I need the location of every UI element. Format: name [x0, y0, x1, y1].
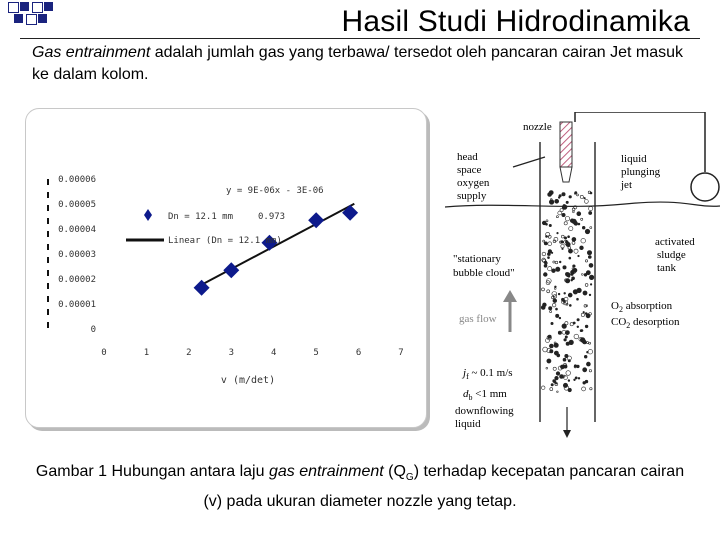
bubble — [589, 275, 594, 280]
x-tick-label: 5 — [313, 348, 319, 358]
bubble — [577, 298, 579, 300]
x-axis-label: v (m/det) — [220, 375, 276, 386]
bubble — [581, 218, 583, 220]
label-downflow-liquid: liquid — [455, 418, 481, 430]
bubble — [548, 267, 552, 271]
bubble — [561, 298, 564, 301]
bubble — [578, 223, 580, 225]
bubble — [565, 272, 568, 275]
intro-text: adalah jumlah gas yang terbawa/ tersedot oleh pancaran cairan Jet masuk ke dalam kolom. — [32, 44, 684, 83]
y-tick-label: 0.00005 — [58, 200, 96, 210]
label-jet: jet — [621, 179, 632, 191]
gas-flow-arrowhead — [503, 290, 517, 302]
bubble — [563, 358, 566, 361]
intro-paragraph — [32, 42, 692, 86]
decor-square — [20, 2, 29, 11]
bubble — [553, 380, 556, 383]
bubble — [556, 308, 558, 310]
decor-square — [38, 14, 47, 23]
bubble — [566, 201, 568, 203]
bubble — [561, 245, 564, 248]
bubble — [590, 284, 592, 286]
label-space: space — [457, 164, 482, 176]
bubble — [568, 236, 570, 238]
bubble — [549, 224, 551, 226]
bubble — [550, 350, 553, 353]
bubble — [555, 199, 559, 203]
bubble — [585, 200, 589, 204]
bubble — [566, 242, 570, 246]
bubble — [582, 387, 586, 391]
bubble — [585, 284, 588, 287]
bubble — [544, 264, 547, 267]
bubble — [565, 217, 569, 221]
bubble — [587, 342, 589, 344]
bubble — [552, 269, 556, 273]
pump-icon — [691, 173, 719, 201]
bubble — [561, 235, 564, 238]
downflow-arrowhead — [563, 430, 571, 438]
legend-trend-label: Linear (Dn = 12.1 mm) — [168, 236, 282, 246]
bubble — [562, 213, 565, 216]
decor-square — [44, 2, 53, 11]
data-point — [223, 262, 239, 278]
bubble — [557, 232, 559, 234]
decor-square — [32, 2, 43, 13]
bubble — [552, 292, 557, 297]
x-tick-label: 4 — [271, 348, 277, 358]
bubble — [578, 377, 580, 379]
chart-frame — [25, 108, 427, 428]
bubble — [546, 223, 548, 225]
bubble — [551, 322, 553, 324]
bubble — [565, 322, 568, 325]
bubble — [549, 344, 553, 348]
title-divider — [20, 38, 700, 39]
caption-term: gas entrainment — [268, 463, 384, 480]
bubble — [588, 349, 593, 354]
y-tick-label: 0 — [90, 325, 96, 335]
bubble — [581, 313, 584, 316]
bubble — [587, 351, 589, 353]
bubble — [586, 362, 590, 366]
bubble — [568, 293, 572, 297]
bubble — [569, 257, 571, 259]
bubble — [564, 376, 568, 380]
decor-square — [8, 2, 19, 13]
bubble — [572, 277, 575, 280]
legend-marker — [144, 209, 152, 221]
bubble — [564, 222, 567, 225]
bubble — [559, 195, 561, 197]
legend-series-label: Dn = 12.1 mm — [168, 212, 234, 222]
label-nozzle: nozzle — [523, 121, 552, 133]
bubble — [587, 251, 591, 255]
bubble — [566, 371, 571, 376]
bubble — [548, 250, 552, 254]
bubble — [565, 336, 567, 338]
label-head: head — [457, 151, 478, 163]
bubble — [581, 274, 583, 276]
bubble — [563, 266, 566, 269]
bubble — [573, 211, 575, 213]
bubble — [574, 379, 576, 381]
caption-prefix: Gambar 1 Hubungan antara laju — [35, 463, 269, 480]
y-tick-label: 0.00001 — [58, 300, 96, 310]
bubble — [554, 351, 558, 355]
label-supply: supply — [457, 190, 487, 202]
bubble — [558, 211, 562, 215]
bubble — [585, 229, 590, 234]
bubble — [589, 211, 592, 214]
bubble — [577, 194, 579, 196]
bubble — [546, 367, 548, 369]
x-tick-label: 7 — [398, 348, 404, 358]
bubble — [559, 261, 561, 263]
bubble — [565, 279, 569, 283]
bubble — [558, 293, 560, 295]
bubble — [573, 322, 575, 324]
bubble — [559, 317, 561, 319]
label-o2-absorption: $O_2$ absorption — [611, 300, 673, 314]
label-liquid: liquid — [621, 153, 647, 165]
bubble — [585, 325, 588, 328]
bubble — [577, 365, 580, 368]
bubble — [542, 258, 546, 262]
label-bubble-cloud: bubble cloud" — [453, 267, 515, 279]
bubble — [550, 388, 553, 391]
bubble — [589, 207, 593, 211]
bubble — [581, 238, 586, 243]
bubble — [558, 331, 561, 334]
bubble — [548, 242, 552, 246]
bubble — [577, 288, 582, 293]
y-tick-label: 0.00004 — [58, 225, 96, 235]
scatter-chart — [26, 109, 426, 427]
label-gas-flow: gas flow — [459, 313, 497, 325]
bubble — [589, 294, 591, 296]
bubble — [589, 263, 593, 267]
bubble — [580, 195, 583, 198]
label-oxygen: oxygen — [457, 177, 490, 189]
bubble — [575, 192, 577, 194]
bubble — [572, 237, 576, 241]
bubble — [556, 372, 560, 376]
bubble — [562, 193, 565, 196]
bubble — [569, 227, 573, 231]
bubble — [589, 370, 591, 372]
bubble — [569, 340, 574, 345]
bubble — [588, 256, 591, 259]
bubble — [583, 381, 586, 384]
bubble — [582, 226, 585, 229]
bubble — [554, 288, 556, 290]
bubble — [590, 192, 592, 194]
bubble-cloud — [541, 191, 594, 393]
plunging-jet-diagram — [445, 112, 720, 442]
caption-qg: (Q — [383, 463, 406, 480]
bubble — [572, 241, 575, 244]
bubble — [568, 360, 570, 362]
bubble — [542, 252, 546, 256]
bubble — [577, 212, 581, 216]
bubble — [577, 319, 579, 321]
decor-square — [26, 14, 37, 25]
label-downflowing: downflowing — [455, 405, 514, 417]
bubble — [583, 311, 585, 313]
x-tick-label: 6 — [355, 348, 362, 358]
bubble — [541, 386, 545, 390]
x-tick-label: 2 — [186, 348, 192, 358]
bubble — [541, 306, 545, 310]
bubble — [549, 307, 552, 310]
figure-caption — [30, 460, 690, 514]
bubble — [568, 380, 570, 382]
x-tick-label: 0 — [101, 348, 107, 358]
bubble — [544, 242, 547, 245]
label-stationary: "stationary — [453, 253, 501, 265]
bubble — [578, 255, 580, 257]
bubble — [564, 292, 566, 294]
bubble — [551, 384, 553, 386]
bubble — [562, 248, 564, 250]
label-sludge: sludge — [657, 249, 686, 261]
label-db: $d_b <1$ mm — [463, 388, 507, 402]
bubble — [547, 359, 551, 363]
decorative-squares — [0, 0, 70, 30]
y-tick-label: 0.00006 — [58, 175, 96, 185]
bubble — [590, 388, 592, 390]
data-point — [342, 205, 358, 221]
bubble — [569, 304, 571, 306]
bubble — [556, 216, 558, 218]
bubble — [583, 368, 587, 372]
nozzle-tip — [560, 167, 572, 182]
bubble — [548, 335, 551, 338]
bubble — [580, 338, 585, 343]
r-squared-value: 0.973 — [258, 212, 286, 222]
bubble — [563, 204, 565, 206]
bubble — [557, 391, 559, 393]
nozzle-body — [560, 122, 572, 167]
slide-title: Hasil Studi Hidrodinamika — [341, 5, 690, 38]
y-tick-label: 0.00003 — [58, 250, 96, 260]
bubble — [550, 311, 552, 313]
bubble — [564, 237, 566, 239]
bubble — [580, 246, 584, 250]
bubble — [546, 235, 548, 237]
bubble — [548, 257, 550, 259]
caption-qg-sub: G — [405, 472, 414, 484]
label-co2-desorption: $CO_2$ desorption — [611, 316, 680, 330]
bubble — [584, 355, 587, 358]
bubble — [569, 196, 572, 199]
bubble — [546, 220, 548, 222]
bubble — [556, 314, 559, 317]
decor-square — [14, 14, 23, 23]
label-tank: tank — [657, 262, 676, 274]
bubble — [573, 265, 576, 268]
label-plunging: plunging — [621, 166, 661, 178]
liquid-surface — [445, 202, 720, 207]
bubble — [589, 342, 591, 344]
bubble — [586, 271, 590, 275]
bubble — [552, 303, 556, 307]
bubble — [547, 290, 550, 293]
label-jf: $j_f$ ~ 0.1 m/s — [463, 367, 513, 381]
y-tick-label: 0.00002 — [58, 275, 96, 285]
bubble — [584, 197, 586, 199]
bubble — [585, 313, 587, 315]
bubble — [543, 347, 548, 352]
bubble — [553, 367, 556, 370]
bubble — [556, 267, 560, 271]
x-tick-label: 3 — [228, 348, 234, 358]
bubble — [555, 376, 559, 380]
caption-rest: ) terhadap kecepatan pancaran cairan (v) pada ukuran diameter nozzle yang tetap. — [203, 463, 685, 511]
bubble — [543, 240, 545, 242]
bubble — [581, 330, 583, 332]
bubble — [577, 326, 579, 328]
bubble — [583, 291, 587, 295]
bubble — [590, 227, 592, 229]
label-activated: activated — [655, 236, 695, 248]
bubble — [574, 334, 579, 339]
x-tick-label: 1 — [143, 348, 150, 358]
bubble — [553, 261, 555, 263]
bubble — [548, 193, 552, 197]
intro-term: Gas entrainment — [32, 44, 151, 61]
bubble — [542, 288, 545, 291]
bubble — [568, 249, 572, 253]
trendline-equation: y = 9E-06x - 3E-06 — [226, 186, 324, 196]
bubble — [585, 260, 587, 262]
bubble — [553, 299, 557, 303]
bubble — [574, 249, 578, 253]
bubble — [543, 273, 547, 277]
bubble — [564, 339, 567, 342]
bubble — [575, 377, 577, 379]
bubble — [565, 354, 568, 357]
bubble — [555, 261, 558, 264]
